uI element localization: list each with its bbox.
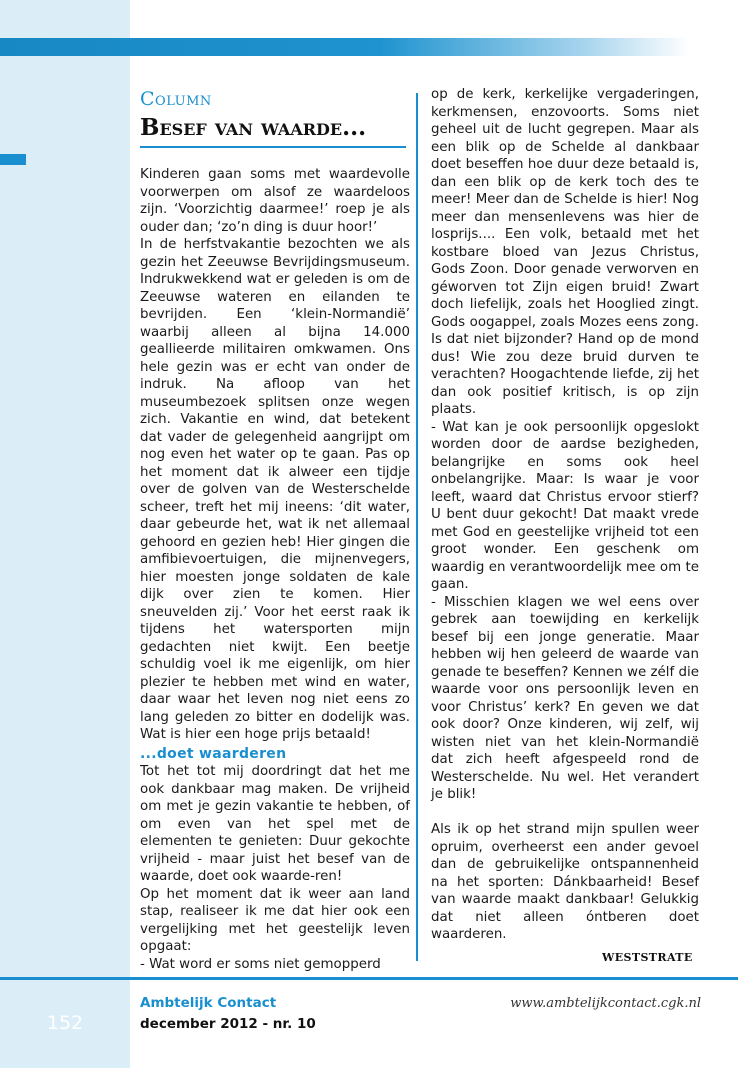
- section-marker: [0, 154, 26, 165]
- subheading: ...doet waarderen: [140, 745, 287, 762]
- author-byline: WESTSTRATE: [602, 951, 693, 964]
- header-band: [0, 38, 690, 56]
- article-column-2: [431, 86, 699, 944]
- column-divider: [416, 93, 418, 961]
- closing-paragraph: Als ik op het strand mijn spullen weer opruim, overheerst een ander gevoel dan de gebruikelijke ontspannenheid na het sporten: Dánkbaarheid! Besef van waarde maakt dankbaar! Gelukkig dat niet alleen óntberen doet waarderen.: [431, 822, 699, 942]
- column-kicker: Column: [140, 88, 212, 110]
- paragraph: Op het moment dat ik weer aan land stap, realiseer ik me dat hier ook een vergelijking met het geestelijk leven opgaat:: [140, 886, 410, 954]
- website-link[interactable]: www.ambtelijkcontact.cgk.nl: [510, 996, 701, 1011]
- article-title: Besef van waarde...: [140, 114, 367, 141]
- issue-info: december 2012 - nr. 10: [140, 1016, 316, 1032]
- paragraph: Kinderen gaan soms met waardevolle voorwerpen om alsof ze waardeloos zijn. ‘Voorzichtig daarmee!’ roep je als ouder dan; ‘zo’n ding is duur hoor!’: [140, 167, 410, 235]
- paragraph: In de herfstvakantie bezochten we als gezin het Zeeuwse Bevrijdingsmuseum. Indrukwekkend wat er geleden is om de Zeeuwse wateren en eilanden te bevrijden. Een ‘klein-Normandië’ waarbij alleen al bijna 14.000 geallieerde militairen omkwamen. Ons hele gezin was er echt van onder de indruk. Na afloop van het museumbezoek splitsen onze wegen zich. Vakantie en wind, dat betekent dat vader de gelegenheid aangrijpt om nog even het water op te gaan. Pas op het moment dat ik alweer een tijdje over de golven van de Westerschelde scheer, treft het mij ineens: ‘dit water, daar gebeurde het, wat ik net allemaal gehoord en gezien heb! Hier gingen die amfibievoertuigen, die mijnenvegers, hier moesten jonge soldaten de kale dijk over zien te komen. Hier sneuvelden zij.’ Voor het eerst raak ik tijdens het watersporten mijn gedachten niet kwijt. Een beetje schuldig voel ik me eigenlijk, om hier plezier te hebben met wind en water, daar waar het leven nog niet eens zo lang geleden zo bitter en dodelijk was. Wat is hier een hoge prijs betaald!: [140, 237, 410, 742]
- page-number: 152: [46, 1012, 84, 1034]
- list-item: - Wat word er soms niet gemopperd: [140, 956, 381, 972]
- list-item: - Wat kan je ook persoonlijk opgeslokt worden door de aardse bezigheden, belangrijke en soms ook heel onbelangrijke. Maar: Is waar je voor leeft, waard dat Christus ervoor stierf? U bent duur gekocht! Dat maakt vrede met God en geestelijke vrijheid tot een groot wonder. Een geschenk om waardig en verantwoordelijk mee om te gaan.: [431, 419, 699, 592]
- paragraph: op de kerk, kerkelijke vergaderingen, kerkmensen, enzovoorts. Soms niet geheel uit de lucht gegrepen. Maar als een blik op de Schelde al dankbaar doet beseffen hoe duur deze betaald is, dan een blik op de kerk toch des te meer! Meer dan de Schelde is hier! Nog meer dan mensenlevens was hier de losprijs.... Een volk, betaald met het kostbare bloed van Jezus Christus, Gods Zoon. Door genade verworven en géworven tot Zijn eigen bruid! Zwart doch liefelijk, zoals het Hooglied zingt. Gods oogappel, zoals Mozes eens zong. Is dat niet bijzonder? Hand op de mond dus! Wie zou deze bruid durven te verachten? Hoogachtende liefde, zij het dan ook positief kritisch, is op zijn plaats.: [431, 87, 699, 417]
- footer-rule: [0, 977, 738, 980]
- magazine-name: Ambtelijk Contact: [140, 995, 277, 1011]
- list-item: - Misschien klagen we wel eens over gebrek aan toewijding en kerkelijk besef bij een jonge generatie. Maar hebben wij hen geleerd de waarde van genade te beseffen? Kennen we zélf die waarde voor ons persoonlijk leven en voor Christus’ kerk? En geven we dat ook door? Onze kinderen, wij zelf, wij wisten niet van het klein-Normandië dat zich heeft afgespeeld rond de Westerschelde. Nu wel. Het verandert je blik!: [431, 594, 699, 802]
- title-underline: [140, 146, 406, 148]
- paragraph: Tot het tot mij doordringt dat het me ook dankbaar mag maken. De vrijheid om met je gezin vakantie te hebben, of om even van het spel met de elementen te genieten: Duur gekochte vrijheid - maar juist het besef van de waarde, doet ook waarde-ren!: [140, 764, 410, 884]
- article-column-1: [140, 166, 410, 973]
- spacer: [431, 804, 699, 822]
